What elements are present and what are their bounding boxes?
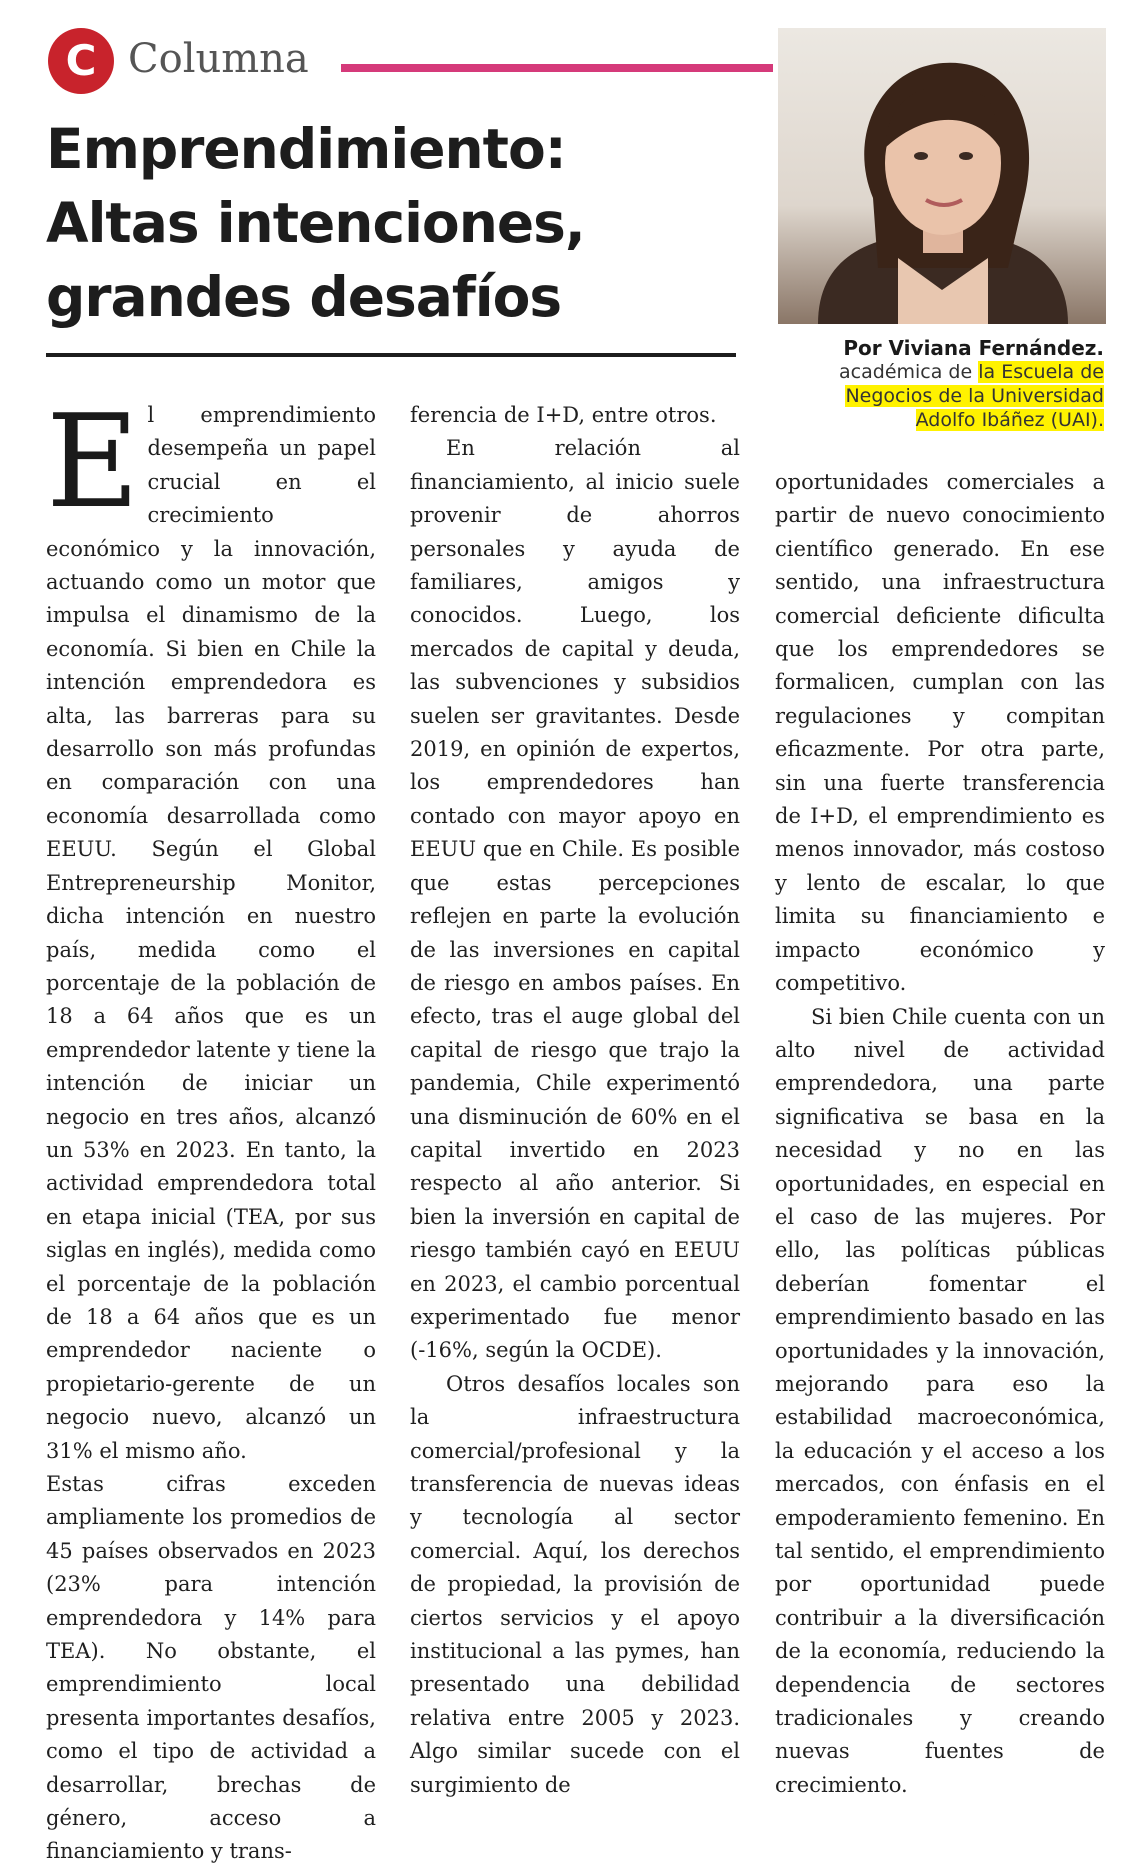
article-paragraph: oportunidades comerciales a partir de nuevo conocimiento científico generado. En ese sentido, una infraestructura comercial deficiente dificulta que los emprendedores se formalicen, cumplan con las regulaciones y compitan eficazmente. Por otra parte, sin una fuerte transferencia de I+D, el emprendimiento es menos innovador, más costoso y lento de escalar, lo que limita su financiamiento e impacto económico y competitivo. <box>775 470 1105 996</box>
author-photo <box>778 28 1106 324</box>
section-label: Columna <box>128 36 309 82</box>
author-name: Por Viviana Fernández. <box>843 336 1104 360</box>
headline-rule <box>46 353 736 357</box>
article-paragraph: Si bien Chile cuenta con un alto nivel de actividad emprendedora, una parte significativa se basa en la necesidad y no en las oportunidades, en especial en el caso de las mujeres. Por ello, las políticas públicas deberían fomentar el emprendimiento basado en las oportunidades y la innovación, mejorando para eso la estabilidad macroeconómica, la educación y el acceso a los mercados, con énfasis en el empoderamiento femenino. En tal sentido, el emprendimiento por oportunidad puede contribuir a la diversificación de la economía, reduciendo la dependencia de sectores tradicionales y creando nuevas fuentes de crecimiento. <box>775 1004 1105 1797</box>
header-rule <box>341 64 773 72</box>
article-column-2 <box>410 399 740 1802</box>
author-role <box>794 360 1104 432</box>
author-role-highlight: la Escuela de Negocios de la Universidad Adolfo Ibáñez (UAI). <box>845 361 1104 431</box>
article-paragraph: Estas cifras exceden ampliamente los promedios de 45 países observados en 2023 (23% para intención emprendedora y 14% para TEA). No obstante, el emprendimiento local presenta importantes desafíos, como el tipo de actividad a desarrollar, brechas de género, acceso a financiamiento y trans- <box>46 1472 376 1864</box>
drop-cap: E <box>46 388 140 537</box>
section-badge: C <box>48 28 114 94</box>
author-role-prefix: académica de <box>839 361 979 383</box>
article-paragraph: Otros desafíos locales son la infraestructura comercial/profesional y la transferencia de nuevas ideas y tecnología al sector comercial. Aquí, los derechos de propiedad, la provisión de ciertos servicios y el apoyo institucional a las pymes, han presentado una debilidad relativa entre 2005 y 2023. Algo similar sucede con el surgimiento de <box>410 1371 740 1797</box>
article-paragraph: En relación al financiamiento, al inicio suele provenir de ahorros personales y ayuda de familiares, amigos y conocidos. Luego, los mercados de capital y deuda, las subvenciones y subsidios suelen ser gravitantes. Desde 2019, en opinión de expertos, los emprendedores han contado con mayor apoyo en EEUU que en Chile. Es posible que estas percepciones reflejen en parte la evolución de las inversiones en capital de riesgo en ambos países. En efecto, tras el auge global del capital de riesgo que trajo la pandemia, Chile experimentó una disminución de 60% en el capital invertido en 2023 respecto al año anterior. Si bien la inversión en capital de riesgo también cayó en EEUU en 2023, el cambio porcentual experimentado fue menor (-16%, según la OCDE). <box>410 436 740 1363</box>
author-portrait-illustration <box>778 28 1106 324</box>
article-paragraph: ferencia de I+D, entre otros. <box>410 403 717 427</box>
article-paragraph <box>46 388 376 1468</box>
headline: Emprendimiento: Altas intenciones, grandes desafíos <box>46 117 585 329</box>
author-byline <box>794 336 1104 432</box>
article-column-3 <box>775 466 1105 1802</box>
paragraph-text: l emprendimiento desempeña un papel crucial en el crecimiento económico y la innovación, actuando como un motor que impulsa el dinamismo de la economía. Si bien en Chile la intención emprendedora es alta, las barreras para su desarrollo son más profundas en comparación con una economía desarrollada como EEUU. Según el Global Entrepreneurship Monitor, dicha intención en nuestro país, medida como el porcentaje de la población de 18 a 64 años que es un emprendedor latente y tiene la intención de iniciar un negocio en tres años, alcanzó un 53% en 2023. En tanto, la actividad emprendedora total en etapa inicial (TEA, por sus siglas en inglés), medida como el porcentaje de la población de 18 a 64 años que es un emprendedor naciente o propietario-gerente de un negocio nuevo, alcanzó un 31% el mismo año. <box>46 403 376 1463</box>
article-column-1 <box>46 388 376 1869</box>
section-header <box>48 28 773 94</box>
